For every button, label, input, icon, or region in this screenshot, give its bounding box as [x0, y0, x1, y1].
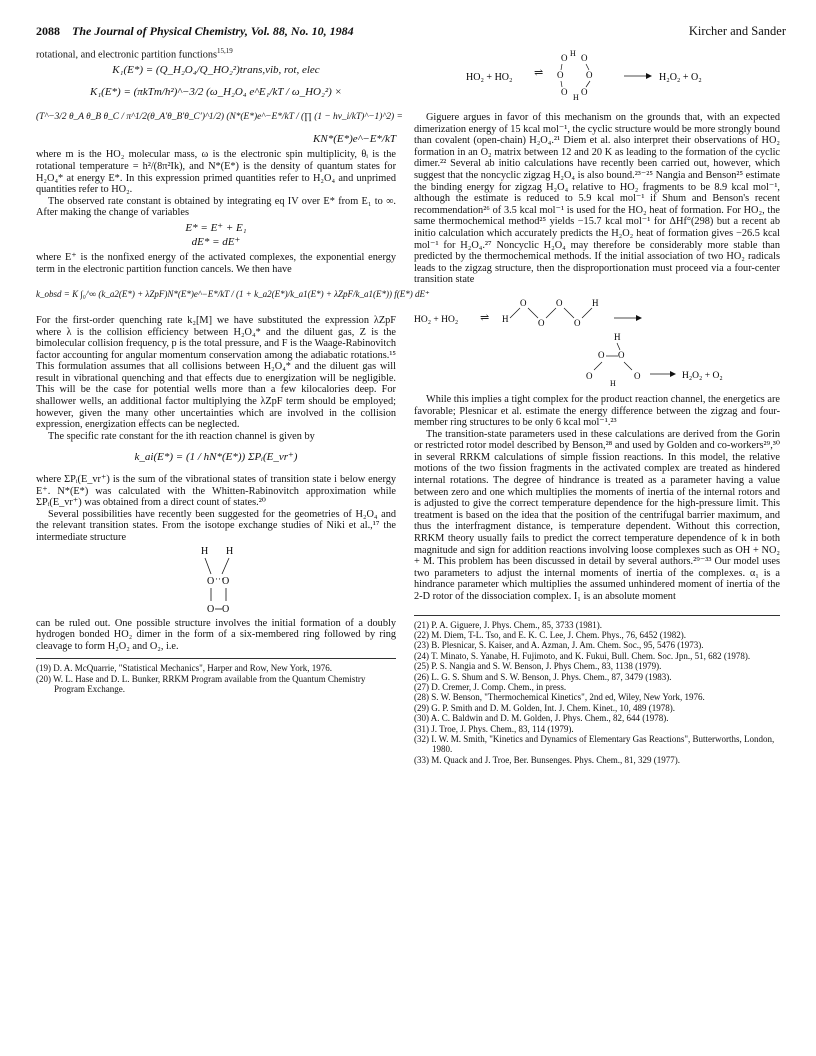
- paragraph: where E⁺ is the nonfixed energy of the activated complexes, the exponential energy term in the electronic partition function cancels. We then have: [36, 252, 396, 275]
- svg-text:O: O: [586, 370, 593, 381]
- cyclic-dimer-diagram: [414, 46, 780, 108]
- footnote: (20) W. L. Hase and D. L. Bunker, RRKM Program available from the Quantum Chemistry Program Exchange.: [36, 673, 366, 695]
- svg-text:H: H: [570, 49, 576, 58]
- svg-text:O: O: [598, 349, 605, 360]
- svg-text:···: ···: [215, 573, 224, 584]
- equation: (T^−3/2 θ_A θ_B θ_C / π^1/2(θ_A′θ_B′θ_C′)^1/2) (N*(E*)e^−E*/kT / (∏ (1 − hν_i/kT)^−1)^2) =: [36, 112, 403, 123]
- footnotes: [414, 620, 780, 766]
- svg-text:O: O: [207, 603, 215, 615]
- svg-text:O: O: [557, 70, 564, 80]
- paragraph: The specific rate constant for the ith reaction channel is given by: [48, 430, 315, 442]
- scheme-rhs: H₂O₂ + O₂: [659, 72, 702, 83]
- svg-text:H: H: [502, 313, 509, 324]
- equation: K₁(E*) = (πkTm/h²)^−3/2 (ω_H₂O₄ e^E₁/kT / ω_HO₂²) ×: [90, 85, 342, 98]
- paragraph: For the first-order quenching rate k₂[M] we have substituted the expression λZpF where λ is the collision efficiency between H₂O₄* and the diluent gas, Z is the bimolecular collision frequency, p is the total pressure, and F is the Waage-Rabinovitch factor accounting for angular momentum conservation among the adiabatic rotations.¹⁵ This formulation assumes that all collisions between H₂O₄* and the diluent gas will result in vibrational quenching and that effects due to energization will be negligible. This will be the case for potential wells more than a few kilocalories deep. For shallower wells, an additional factor multiplying the λZpF term should be employed; however, given the many other uncertainties which are involved in the collision expression, energization effects can be neglected.: [36, 314, 396, 431]
- footnote: (32) I. W. M. Smith, "Kinetics and Dynamics of Elementary Gas Reactions", Butterworths, London, 1980.: [414, 734, 775, 755]
- svg-text:O: O: [520, 297, 527, 308]
- footnote: (24) T. Minato, S. Yanabe, H. Fujimoto, and K. Fukui, Bull. Chem. Soc. Jpn., 51, 682 (1978).: [414, 650, 751, 661]
- paragraph: The observed rate constant is obtained by integrating eq IV over E* from E₁ to ∞. After making the change of variables: [36, 195, 396, 219]
- paragraph: can be ruled out. One possible structure involves the initial formation of a doubly hydrogen bonded HO₂ dimer in the form of a six-membered ring followed by ring cleavage to form H₂O₂ and O₂, i.e.: [36, 617, 396, 652]
- reaction-scheme-2: [414, 286, 780, 394]
- paragraph: Several possibilities have recently been suggested for the geometries of H₂O₄ and the relevant transition states. From the isotope exchange studies of Niki et al.,¹⁷ the intermediate structure: [36, 508, 396, 544]
- svg-text:H: H: [201, 545, 209, 557]
- svg-text:H: H: [573, 93, 579, 102]
- footnote: (23) B. Plesnicar, S. Kaiser, and A. Azman, J. Am. Chem. Soc., 95, 5476 (1973).: [414, 640, 704, 651]
- svg-text:O: O: [538, 317, 545, 328]
- svg-text:O: O: [556, 297, 563, 308]
- footnote: (29) G. P. Smith and D. M. Golden, Int. J. Chem. Kinet., 10, 489 (1978).: [414, 702, 675, 713]
- equation: KN*(E*)e^−E*/kT: [313, 132, 396, 145]
- footnotes: [36, 663, 396, 694]
- footnote-divider: [414, 615, 780, 616]
- page-number: 2088: [36, 24, 60, 38]
- svg-text:O: O: [222, 575, 230, 587]
- svg-text:H: H: [226, 545, 234, 557]
- paragraph: rotational, and electronic partition functions$^{15,19}$: [36, 47, 233, 61]
- svg-text:H: H: [610, 378, 616, 388]
- footnote: (25) P. S. Nangia and S. W. Benson, J. Phys Chem., 83, 1138 (1979).: [414, 661, 662, 672]
- journal-title: The Journal of Physical Chemistry, Vol. 88, No. 10, 1984: [72, 24, 354, 38]
- running-authors: Kircher and Sander: [688, 24, 786, 38]
- svg-text:O: O: [561, 53, 568, 63]
- reaction-scheme-1: [414, 46, 780, 108]
- svg-text:O: O: [574, 317, 581, 328]
- footnote: (28) S. W. Benson, "Thermochemical Kinetics", 2nd ed, Wiley, New York, 1976.: [414, 692, 705, 703]
- equation: dE* = dE⁺: [191, 235, 241, 248]
- footnote: (22) M. Diem, T-L. Tso, and E. K. C. Lee, J. Chem. Phys., 76, 6452 (1982).: [414, 630, 686, 640]
- footnote: (19) D. A. McQuarrie, "Statistical Mechanics", Harper and Row, New York, 1976.: [36, 663, 332, 674]
- equation: K₁(E*) = (Q_H₂O₄/Q_HO₂²)trans,vib, rot, elec: [112, 64, 320, 77]
- svg-text:H: H: [592, 297, 599, 308]
- svg-text:H: H: [614, 331, 621, 342]
- svg-text:O: O: [561, 87, 568, 97]
- footnote: (31) J. Troe, J. Phys. Chem., 83, 114 (1979).: [414, 723, 574, 734]
- equation: k_obsd = K ∫₀^∞ (k_a2(E*) + λZpF)N*(E*)e^−E*/kT / (1 + k_a2(E*)/k_a1(E*) + λZpF/k_a1(E*)) f(E*) dE⁺: [36, 289, 430, 300]
- right-column: [414, 46, 780, 765]
- structure-diagram: [176, 544, 256, 618]
- footnote: (21) P. A. Giguere, J. Phys. Chem., 85, 3733 (1981).: [414, 619, 602, 630]
- equation: k_ai(E*) = (1 / hN*(E*)) ΣPᵢ(E_vr⁺): [134, 451, 298, 464]
- footnote: (27) D. Cremer, J. Comp. Chem., in press.: [414, 682, 567, 693]
- paragraph: where m is the HO₂ molecular mass, ω is the electronic spin multiplicity, θᵢ is the rotational temperature = h²/(8π²Ik), and N*(E*) is the density of quantum states for H₂O₄* at energy E*. In this expression primed quantities refer to H₂O₄ and unprimed quantities refer to HO₂.: [36, 149, 396, 196]
- paragraph: Giguere argues in favor of this mechanism on the grounds that, with an expected dimerization energy of 15 kcal mol⁻¹, the cyclic structure would be more strongly bound than covalent (open-chain) H₂O₄.²¹ Diem et al. also interpret their observations of HO₂ formation in an O₂ matrix between 12 and 20 K as leading to the formation of the cyclic dimer.²² Several ab initio calculations have recently been carried out, however, which suggest that the noncyclic zigzag H₂O₄ is also bound.²³⁻²⁵ Nangia and Benson²⁵ estimate the binding energy for zigzag H₂O₄ relative to HO₂ fragments to be 8.9 kcal mol⁻¹, although the estimate is reduced to 5.9 kcal mol⁻¹ if Shum and Benson's recent recommendation²⁶ of 3.5 kcal mol⁻¹ is used for the HO₂ heat of formation. For HO₂, the same thermochemical method²⁵ yields −15.7 kcal mol⁻¹ for ΔHf°(298) but a recent ab initio calculation which accurately predicts the H₂O₂ heat of formation gives −26.5 kcal mol⁻¹ for H₂O₄.²⁷ Noncyclic H₂O₄ may therefore be considerably more stable than predicted by the thermochemical methods. If the initial association of two HO₂ radicals leads to the zigzag structure, then the disproportionation must proceed via a four-center transition state: [414, 112, 780, 286]
- scheme-lhs: HO₂ + HO₂: [414, 314, 459, 325]
- four-center-diagram: [414, 286, 780, 394]
- footnote-divider: [36, 658, 396, 659]
- svg-text:O: O: [581, 87, 588, 97]
- svg-text:O: O: [207, 575, 215, 587]
- page-header: [36, 24, 786, 40]
- svg-text:⇌: ⇌: [480, 311, 490, 324]
- svg-text:⇌: ⇌: [534, 67, 544, 79]
- svg-text:O: O: [618, 349, 625, 360]
- paragraph: While this implies a tight complex for the product reaction channel, the energetics are favorable; Plesnicar et al. estimate the energy difference between the zigzag and four-member ring structures to be only 6 kcal mol⁻¹.²³: [414, 393, 780, 429]
- scheme-rhs: H₂O₂ + O₂: [682, 370, 723, 381]
- paragraph: The transition-state parameters used in these calculations are derived from the Gorin or restricted rotor model described by Benson,²⁸ and used by Golden and co-workers²⁹,³⁰ in several RRKM calculations of simple fission reactions. In this model, the relative motions of the two fission fragments in the activated complex are treated as hindered internal rotations. The degree of hindrance is treated as a parameter having a value between zero and one which multiplies the moments of inertia of the internal rotors and is adjusted to give the correct temperature dependence for the high-pressure limit. This treatment is based on the idea that the position of the centrifugal barrier maximum, and thus the interfragment distance, is temperature dependent. Without this correction, RRKM theory usually fails to predict the correct temperature dependence of k in both magnitude and sign for addition reactions involving loose complexes such as OH + NO₂ + M. This problem has been discussed in detail by several authors.²⁹⁻³³ Our model uses two parameters to adjust the internal moments of inertia of the complexes. α₁ is a hindrance parameter which multiplies the assumed unhindered moment of inertia of the 2-D rotor of the dissociation complex. I₁ is an absolute moment: [414, 428, 780, 602]
- footnote: (33) M. Quack and J. Troe, Ber. Bunsenges. Phys. Chem., 81, 329 (1977).: [414, 754, 680, 765]
- svg-text:O: O: [586, 70, 593, 80]
- footnote: (30) A. C. Baldwin and D. M. Golden, J. Phys. Chem., 82, 644 (1978).: [414, 713, 669, 724]
- svg-text:O: O: [634, 370, 641, 381]
- svg-text:O: O: [581, 53, 588, 63]
- svg-text:O: O: [222, 603, 230, 615]
- scheme-lhs: HO₂ + HO₂: [466, 72, 513, 83]
- footnote: (26) L. G. S. Shum and S. W. Benson, J. Phys. Chem., 87, 3479 (1983).: [414, 671, 672, 682]
- equation: E* = E⁺ + E₁: [185, 221, 247, 234]
- paragraph: where ΣPᵢ(E_vr⁺) is the sum of the vibrational states of transition state i below energy E⁺. N*(E*) was calculated with the Whitten-Rabinovitch approximation while ΣPᵢ(E_vr⁺) was obtained from a direct count of states.²⁰: [36, 474, 396, 509]
- left-column: [36, 46, 430, 695]
